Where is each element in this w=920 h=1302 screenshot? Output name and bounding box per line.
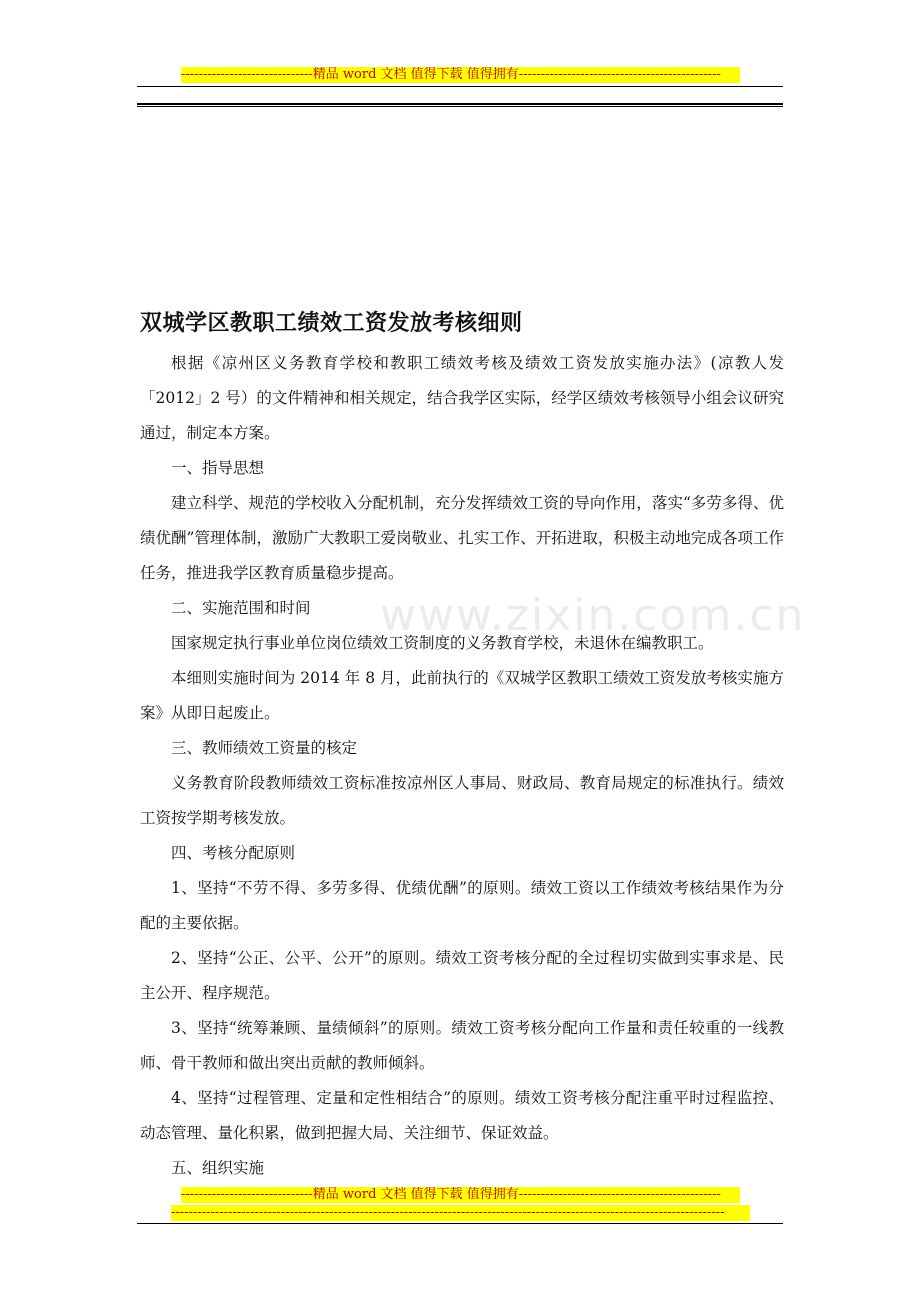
document-body <box>140 346 784 1186</box>
paragraph: 根据《凉州区义务教育学校和教职工绩效考核及绩效工资发放实施办法》(凉教人发「2012」2 号）的文件精神和相关规定，结合我学区实际，经学区绩效考核领导小组会议研究通过，制定本方案。 <box>140 354 784 442</box>
paragraph: 国家规定执行事业单位岗位绩效工资制度的义务教育学校，未退休在编教职工。 <box>171 634 714 652</box>
footer-banner: ------------------------------精品 word 文档 值得下载 值得拥有---------------------------------------------- <box>181 1187 740 1203</box>
paragraph: 建立科学、规范的学校收入分配机制，充分发挥绩效工资的导向作用，落实“多劳多得、优绩优酬”管理体制，激励广大教职工爱岗敬业、扎实工作、开拓进取，积极主动地完成各项工作任务，推进我学区教育质量稳步提高。 <box>140 494 784 582</box>
section-heading: 五、组织实施 <box>171 1159 265 1177</box>
footer-banner-dashes: ------------------------------------------------------------------------------------------------------------------------------ <box>171 1205 750 1221</box>
document-title: 双城学区教职工绩效工资发放考核细则 <box>140 311 523 336</box>
section-heading: 四、考核分配原则 <box>171 844 296 862</box>
header-rule-thick <box>137 103 783 107</box>
paragraph: 本细则实施时间为 2014 年 8 月，此前执行的《双城学区教职工绩效工资发放考核实施方案》从即日起废止。 <box>140 669 784 722</box>
watermark-text: www.zixin.com.cn <box>380 590 806 641</box>
section-heading: 二、实施范围和时间 <box>171 599 311 617</box>
section-heading: 一、指导思想 <box>171 459 265 477</box>
section-heading: 三、教师绩效工资量的核定 <box>171 739 358 757</box>
header-rule-thin <box>137 86 783 87</box>
paragraph: 1、坚持“不劳不得、多劳多得、优绩优酬”的原则。绩效工资以工作绩效考核结果作为分配的主要依据。 <box>140 879 784 932</box>
paragraph: 2、坚持“公正、公平、公开”的原则。绩效工资考核分配的全过程切实做到实事求是、民主公开、程序规范。 <box>140 949 784 1002</box>
header-banner: ------------------------------精品 word 文档 值得下载 值得拥有---------------------------------------------- <box>181 67 740 83</box>
paragraph: 4、坚持“过程管理、定量和定性相结合”的原则。绩效工资考核分配注重平时过程监控、动态管理、量化积累，做到把握大局、关注细节、保证效益。 <box>140 1089 784 1142</box>
footer-rule <box>137 1223 783 1224</box>
paragraph: 义务教育阶段教师绩效工资标准按凉州区人事局、财政局、教育局规定的标准执行。绩效工资按学期考核发放。 <box>140 774 784 827</box>
paragraph: 3、坚持“统筹兼顾、量绩倾斜”的原则。绩效工资考核分配向工作量和责任较重的一线教师、骨干教师和做出突出贡献的教师倾斜。 <box>140 1019 784 1072</box>
